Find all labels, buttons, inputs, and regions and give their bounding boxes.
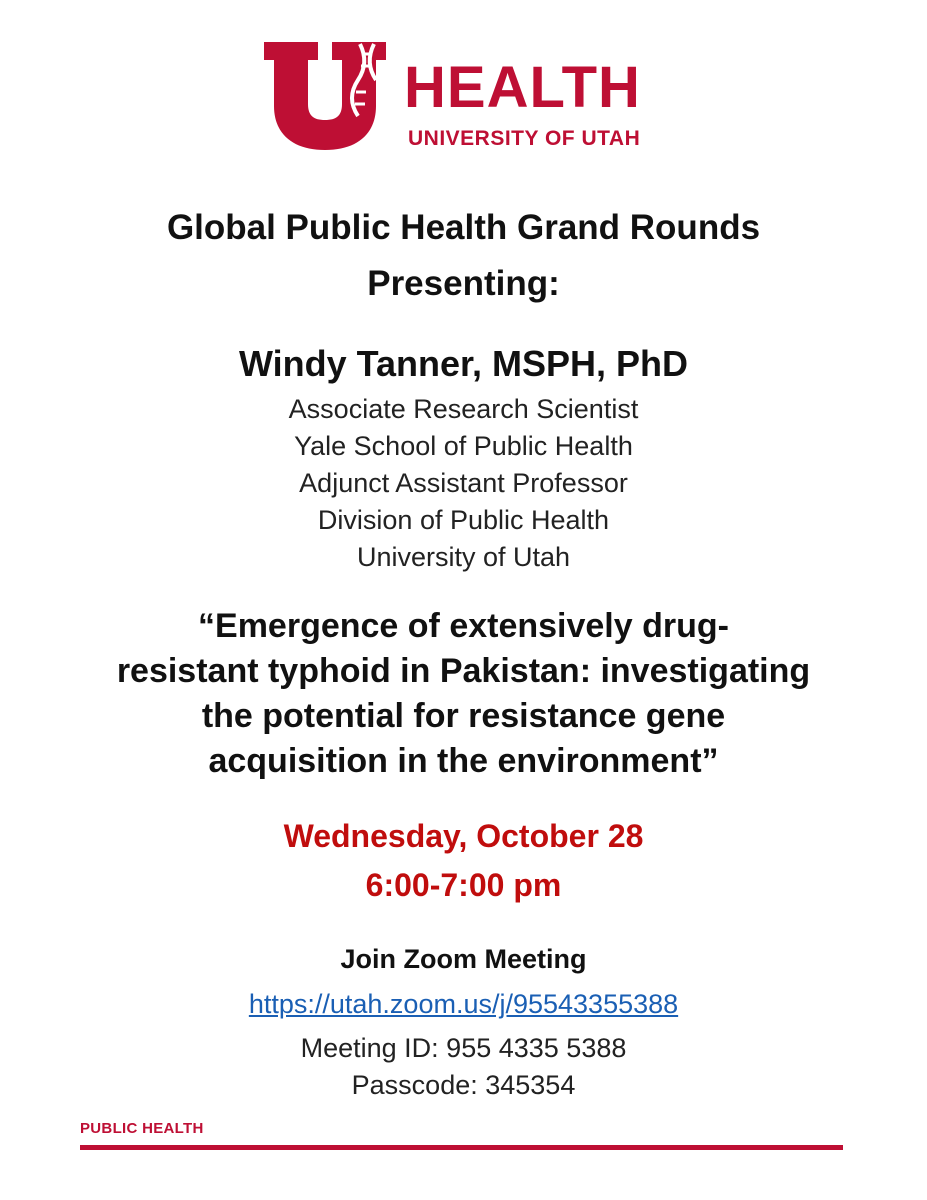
meeting-id: Meeting ID: 955 4335 5388 — [300, 1033, 627, 1063]
event-title — [0, 200, 927, 312]
zoom-meeting-link[interactable]: https://utah.zoom.us/j/95543355388 — [248, 989, 679, 1019]
meeting-info — [0, 1030, 927, 1104]
speaker-name: Windy Tanner, MSPH, PhD — [238, 343, 689, 384]
talk-title-line: the potential for resistance gene — [201, 697, 726, 735]
talk-title — [0, 604, 927, 784]
event-subtitle-line: Presenting: — [367, 264, 560, 303]
affiliation-line: Adjunct Assistant Professor — [299, 468, 628, 498]
talk-title-line: acquisition in the environment” — [208, 742, 719, 780]
affiliation-line: Yale School of Public Health — [294, 431, 633, 461]
affiliation-line: University of Utah — [356, 542, 571, 572]
zoom-link-row — [0, 983, 927, 1025]
footer-label: PUBLIC HEALTH — [80, 1120, 204, 1137]
u-block-logo-icon — [262, 40, 388, 152]
zoom-heading: Join Zoom Meeting — [340, 944, 587, 974]
footer-divider — [80, 1145, 843, 1150]
meeting-passcode: Passcode: 345354 — [351, 1070, 576, 1100]
talk-title-line: resistant typhoid in Pakistan: investigating — [116, 652, 811, 690]
logo-wordmark: HEALTH — [404, 55, 641, 120]
logo-subtitle: UNIVERSITY OF UTAH — [408, 127, 641, 150]
talk-title-line: “Emergence of extensively drug- — [198, 607, 729, 645]
event-title-line: Global Public Health Grand Rounds — [166, 208, 761, 247]
event-date: Wednesday, October 28 — [283, 818, 644, 854]
speaker-affiliations — [0, 391, 927, 576]
affiliation-line: Associate Research Scientist — [288, 394, 639, 424]
affiliation-line: Division of Public Health — [317, 505, 610, 535]
event-time: 6:00-7:00 pm — [365, 867, 562, 903]
university-of-utah-health-logo — [262, 40, 672, 158]
event-schedule — [0, 812, 927, 910]
